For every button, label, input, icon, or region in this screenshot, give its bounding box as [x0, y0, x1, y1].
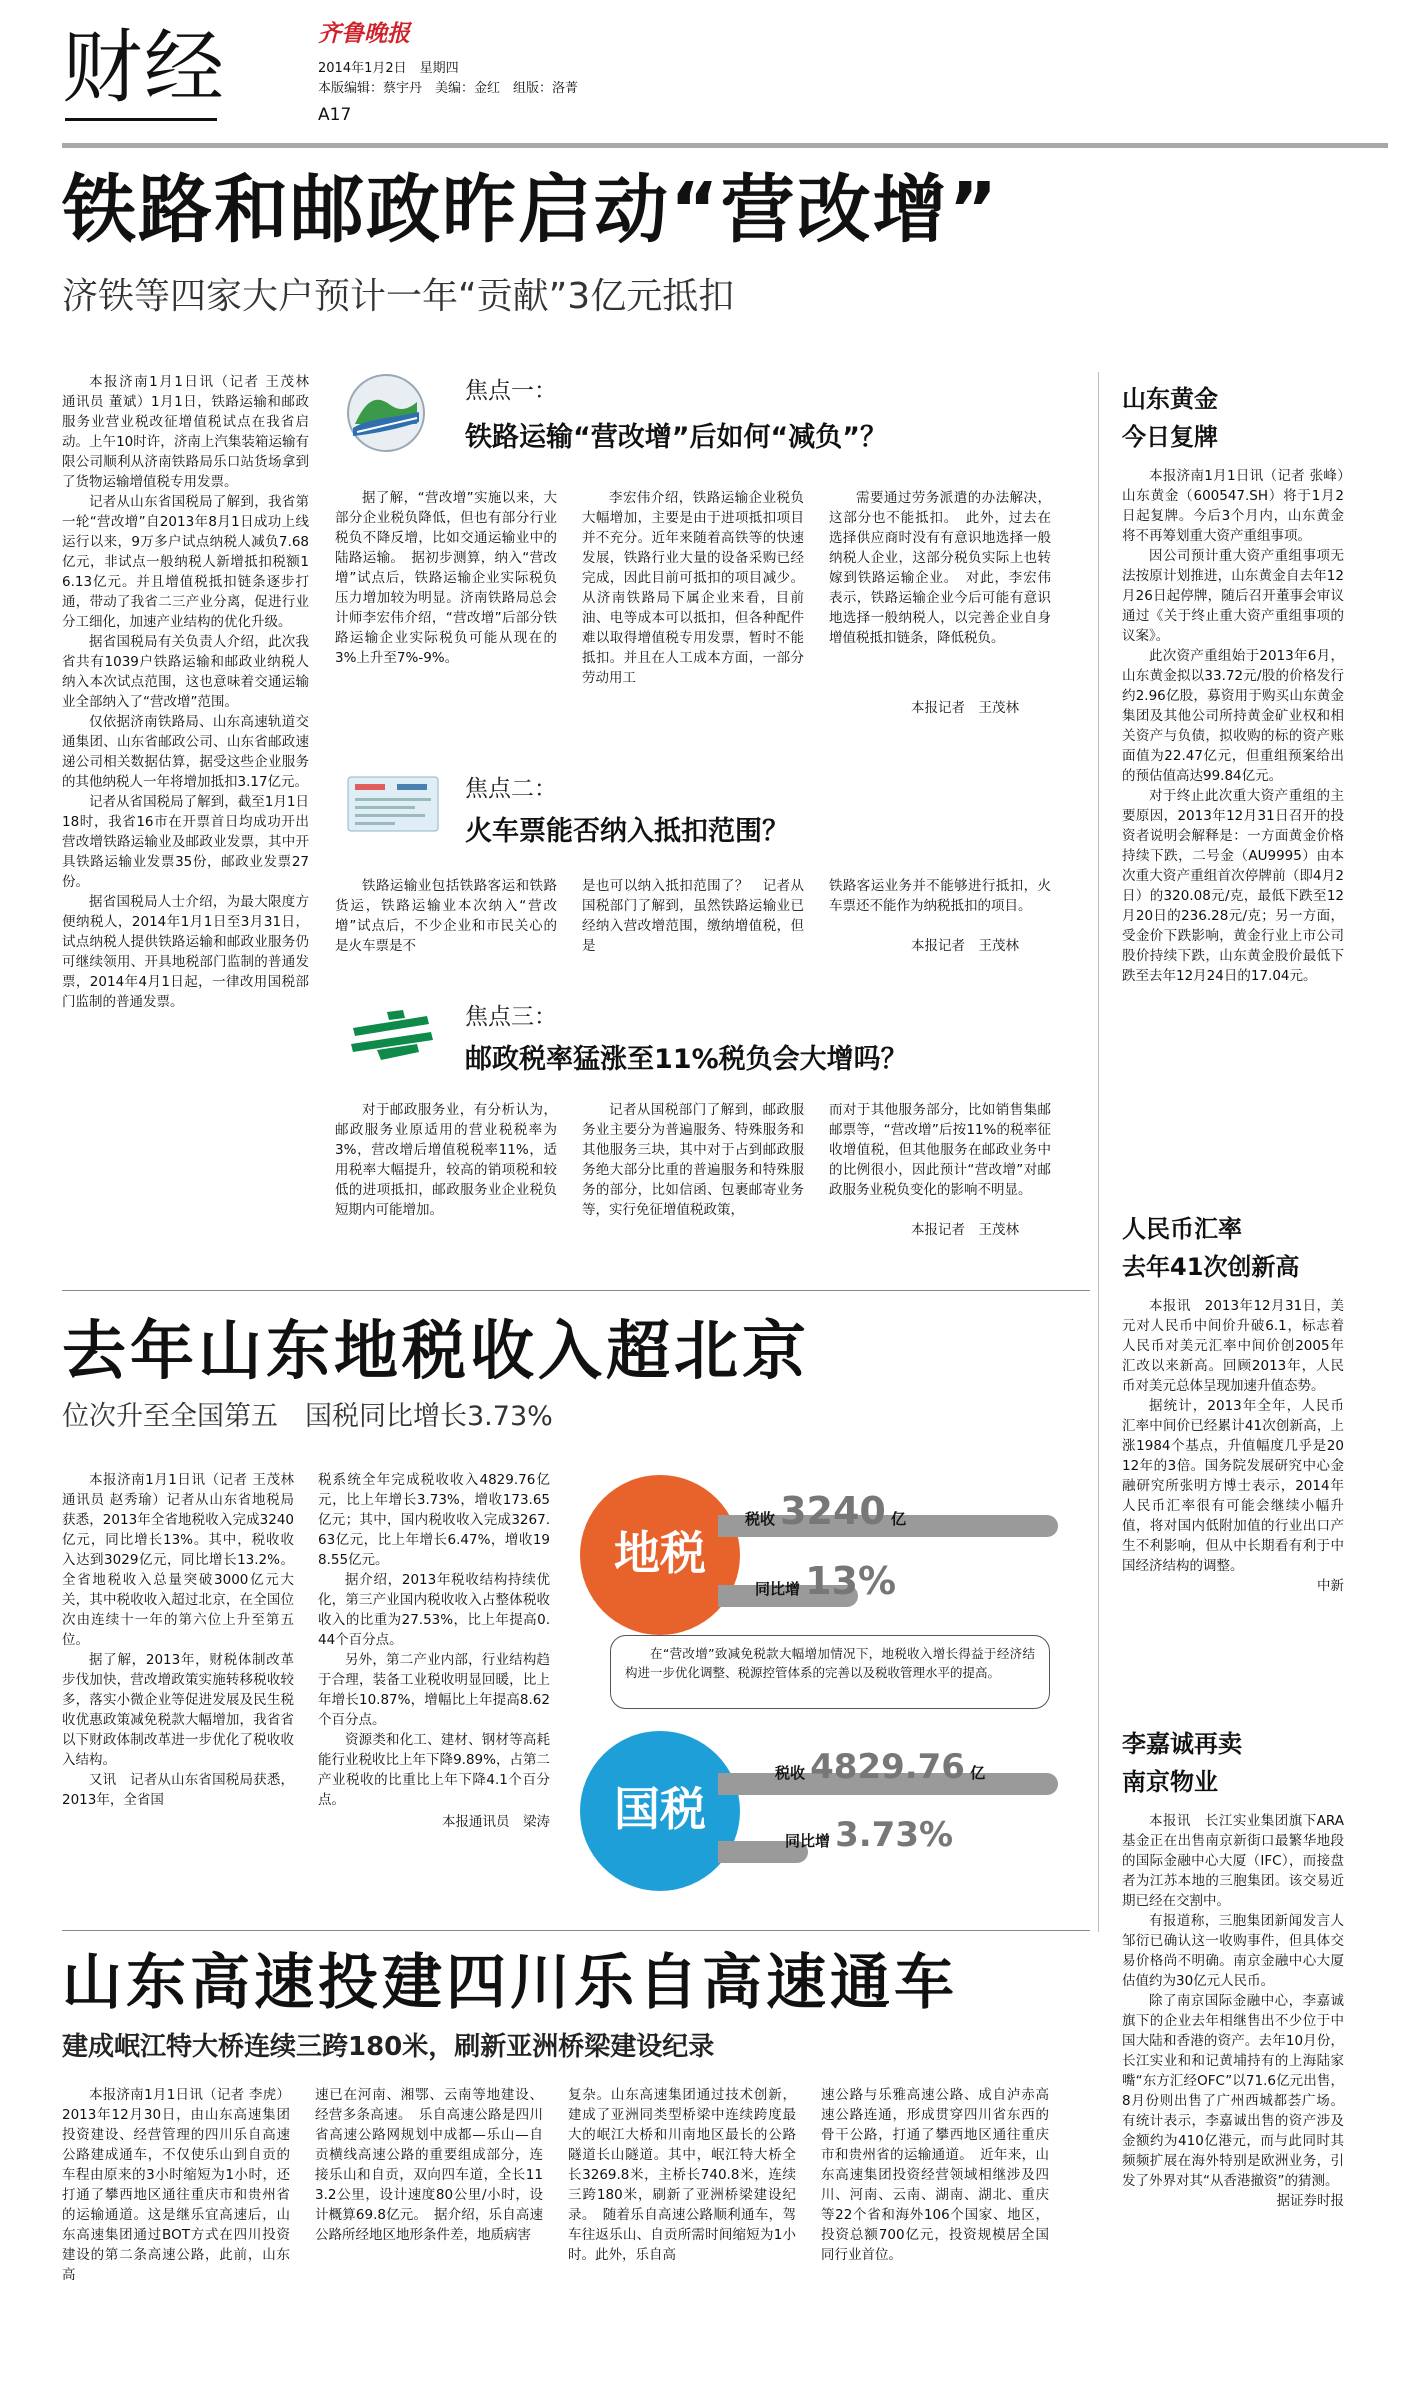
local-revenue-unit: 亿	[890, 1510, 906, 1528]
tax-headline: 去年山东地税收入超北京	[62, 1315, 810, 1389]
lead-intro-paragraph: 记者从山东省国税局了解到，我省第一轮“营改增”自2013年8月1日成功上线运行以来，9万多户试点纳税人减负7.68亿元，非试点一般纳税人新增抵扣税额16.13亿元。并且增值税抵扣链条逐步打通，带动了我省二三产业分离，促进行业分工细化，加速产业结构的优化升级。	[62, 494, 309, 630]
section-divider	[62, 1290, 1090, 1291]
sidebar-story-title: 李嘉诚再卖	[1122, 1730, 1242, 1758]
sidebar-story-gold	[1122, 380, 1358, 986]
sidebar-paragraph: 对于终止此次重大资产重组的主要原因，2013年12月31日召开的投资者说明会解释是：一方面黄金价格持续下跌，二号金（AU9995）由本次重大资产重组首次停牌前（即4月2日）的320.08元/克，最低下跌至12月20日的236.28元/克；另一方面，受金价下跌影响，黄金行业上市公司股价持续下跌，山东黄金股价最低下跌至去年12月24日的17.04元。	[1122, 788, 1344, 984]
state-growth-prefix: 同比增	[785, 1832, 831, 1850]
section-title-underline	[65, 118, 217, 121]
sidebar-story-lks	[1122, 1725, 1344, 2211]
focus-1-col: 据了解，“营改增”实施以来，大部分企业税负降低，但也有部分行业税负不降反增，比如交通运输业中的陆路运输。 据初步测算，纳入“营改增”试点后，铁路运输企业实际税负压力增加较为明显。济南铁路局总会计师李宏伟介绍，“营改增”后部分铁路运输企业实际税负可能从现在的3%上升至7%-9%。	[335, 490, 557, 666]
sidebar-paragraph: 据统计，2013年全年，人民币汇率中间价已经累计41次创新高，上涨1984个基点，升值幅度几乎是2012年的3倍。国务院发展研究中心金融研究所张明方博士表示，2014年人民币汇率很有可能会继续小幅升值，将对国内低附加值的行业出口产生不利影响，但从中长期看有利于中国经济结构的调整。	[1122, 1398, 1344, 1574]
tax-col-2	[318, 1470, 550, 1832]
local-growth-value: 13%	[805, 1559, 897, 1603]
tax-col-1	[62, 1470, 308, 1810]
lead-subhead: 济铁等四家大户预计一年“贡献”3亿元抵扣	[62, 276, 735, 317]
focus-3-col: 而对于其他服务部分，比如销售集邮邮票等，“营改增”后按11%的税率征收增值税，但其他服务在邮政业务中的比例很小，因此预计“营改增”对邮政服务业税负变化的影响不明显。	[829, 1102, 1051, 1198]
focus-3-byline: 本报记者 王茂林	[911, 1222, 1019, 1238]
local-revenue	[745, 1489, 906, 1533]
sidebar-story-subtitle: 南京物业	[1122, 1768, 1218, 1796]
state-revenue	[775, 1747, 985, 1787]
sidebar-paragraph: 除了南京国际金融中心，李嘉诚旗下的企业去年相继售出不少位于中国大陆和香港的资产。去年10月份，长江实业和和记黄埔持有的上海陆家嘴“东方汇经OFC”以71.6亿元出售，8月份则出售了广州西城都荟广场。有统计表示，李嘉诚出售的资产涉及金额约为410亿港元，而与此同时其频频扩展在海外特别是欧洲业务，引发了外界对其“从香港撤资”的猜测。	[1122, 1993, 1344, 2189]
focus-1-col: 需要通过劳务派遣的办法解决，这部分也不能抵扣。 此外，过去在选择供应商时没有有意识地选择一般纳税人企业，这部分税负实际上也转嫁到铁路运输企业。 对此，李宏伟表示，铁路运输企业今后可能有意识地选择一般纳税人，以完善企业自身增值税抵扣链条，降低税负。	[829, 490, 1051, 646]
state-growth-value: 3.73%	[835, 1815, 954, 1855]
lead-intro-paragraph: 据省国税局有关负责人介绍，此次我省共有1039户铁路运输和邮政业纳税人纳入本次试点范围，这也意味着交通运输业全部纳入了“营改增”范围。	[62, 634, 309, 710]
state-growth	[785, 1815, 953, 1855]
tax-paragraph: 又讯 记者从山东省国税局获悉，2013年，全省国	[62, 1772, 294, 1808]
focus-1-label: 焦点一：	[465, 378, 557, 404]
local-growth	[755, 1559, 896, 1603]
sidebar-story-body	[1122, 1811, 1344, 2211]
sidebar-paragraph: 此次资产重组始于2013年6月，山东黄金拟以33.72元/股的价格发行约2.96亿股，募资用于购买山东黄金集团及其他公司所持黄金矿业权和相关资产与负债，拟收购的标的资产账面值为22.47亿元，但重组预案给出的预估值高达99.84亿元。	[1122, 648, 1344, 784]
train-logo-icon	[345, 372, 427, 454]
sidebar-story-body	[1122, 1296, 1344, 1596]
tax-infographic	[570, 1475, 1070, 1895]
sidebar-paragraph: 有报道称，三胞集团新闻发言人邹衍已确认这一收购事件，但具体交易价格尚不明确。南京金融中心大厦估值约为30亿元人民币。	[1122, 1913, 1344, 1989]
highway-headline: 山东高速投建四川乐自高速通车	[62, 1948, 958, 2018]
page-number: A17	[318, 105, 352, 125]
section-title: 财经	[62, 21, 226, 114]
sidebar-paragraph: 因公司预计重大资产重组事项无法按原计划推进，山东黄金自去年12月26日起停牌，随后召开董事会审议通过《关于终止重大资产重组事项的议案》。	[1122, 548, 1344, 644]
sidebar-paragraph: 本报讯 2013年12月31日，美元对人民币中间价升破6.1，标志着人民币对美元汇率中间价创2005年汇改以来新高。回顾2013年，人民币对美元总体呈现加速升值态势。	[1122, 1298, 1344, 1394]
train-ticket-icon	[347, 776, 439, 832]
tax-note-text: 在“营改增”致减免税款大幅增加情况下，地税收入增长得益于经济结构进一步优化调整、税源控管体系的完善以及税收管理水平的提高。	[625, 1646, 1035, 1680]
tax-note-box	[610, 1635, 1050, 1709]
focus-3-col: 对于邮政服务业，有分析认为，邮政服务业原适用的营业税税率为3%，营改增后增值税税率11%，适用税率大幅提升，较高的销项税和较低的进项抵扣，邮政服务业企业税负短期内可能增加。	[335, 1102, 557, 1218]
china-post-logo-icon	[347, 1006, 447, 1070]
tax-paragraph: 本报济南1月1日讯（记者 王茂林 通讯员 赵秀瑜）记者从山东省地税局获悉，2013年全省地税收入完成3240亿元，同比增长13%。其中，税收收入达到3029亿元，同比增长13.2%。全省地税收入总量突破3000亿元大关，其中税收收入超过北京，在全国位次由连续十一年的第六位上升至第五位。	[62, 1472, 308, 1648]
focus-2-col: 铁路运输业包括铁路客运和铁路货运，铁路运输业本次纳入“营改增”试点后，不少企业和市民关心的是火车票是不	[335, 878, 557, 954]
sidebar-story-subtitle: 今日复牌	[1122, 423, 1218, 451]
highway-col: 本报济南1月1日讯（记者 李虎）2013年12月30日，由山东高速集团投资建设、经营管理的四川乐自高速公路建成通车，不仅使乐山到自贡的车程由原来的3小时缩短为1小时，还打通了攀西地区通往重庆市和贵州省的运输通道。这是继乐宜高速后，山东高速集团通过BOT方式在四川投资建设的第二条高速公路，此前，山东高	[62, 2087, 290, 2283]
sidebar-story-body	[1122, 466, 1358, 986]
local-growth-prefix: 同比增	[755, 1580, 801, 1598]
issue-date: 2014年1月2日 星期四	[318, 61, 459, 76]
sidebar-byline: 中新	[1317, 1578, 1344, 1594]
focus-1-col: 李宏伟介绍，铁路运输企业税负大幅增加，主要是由于进项抵扣项目并不充分。近年来随着高铁等的快速发展，铁路行业大量的设备采购已经完成，因此目前可抵扣的项目减少。从济南铁路局下属企业来看，目前油、电等成本可以抵扣，但各种配件难以取得增值税专用发票，暂时不能抵扣。并且在人工成本方面，一部分劳动用工	[582, 490, 804, 686]
sidebar-story-title: 人民币汇率	[1122, 1215, 1242, 1243]
focus-2-byline: 本报记者 王茂林	[911, 938, 1019, 954]
lead-intro-paragraph: 记者从省国税局了解到，截至1月1日18时，我省16市在开票首日均成功开出营改增铁路运输业及邮政业发票，其中开具铁路运输业发票35份，邮政业发票27份。	[62, 794, 309, 890]
sidebar-story-title: 山东黄金	[1122, 385, 1218, 413]
tax-paragraph: 税系统全年完成税收收入4829.76亿元，比上年增长3.73%，增收173.65亿元；其中，国内税收收入完成3267.63亿元，比上年增长6.47%，增收198.55亿元。	[318, 1472, 550, 1568]
tax-paragraph: 据介绍，2013年税收结构持续优化，第三产业国内税收收入占整体税收收入的比重为27.53%，比上年提高0.44个百分点。	[318, 1572, 550, 1648]
focus-2-col: 是也可以纳入抵扣范围了？ 记者从国税部门了解到，虽然铁路运输业已经纳入营改增范围，缴纳增值税，但是	[582, 878, 804, 954]
sidebar-story-subtitle: 去年41次创新高	[1122, 1253, 1300, 1281]
state-revenue-prefix: 税收	[775, 1764, 806, 1782]
sidebar-paragraph: 本报济南1月1日讯（记者 张峰） 山东黄金（600547.SH）将于1月2日起复牌。今后3个月内，山东黄金将不再筹划重大资产重组事项。	[1122, 468, 1358, 544]
editor-credits: 本版编辑：蔡宇丹 美编：金红 组版：洛菁	[318, 81, 579, 96]
focus-1-question: 铁路运输“营改增”后如何“减负”？	[465, 422, 887, 453]
focus-1	[335, 368, 1055, 748]
highway-col: 速已在河南、湘鄂、云南等地建设、经营多条高速。 乐自高速公路是四川省高速公路网规划中成都—乐山—自贡横线高速公路的重要组成部分，连接乐山和自贡，双向四车道，全长113.2公里，设计速度80公里/小时，设计概算69.8亿元。 据介绍，乐自高速公路所经地区地形条件差，地质病害	[315, 2087, 543, 2243]
lead-headline: 铁路和邮政昨启动“营改增”	[62, 167, 1000, 253]
masthead-divider	[62, 143, 1388, 148]
focus-2-label: 焦点二：	[465, 776, 557, 802]
focus-3	[335, 1000, 1055, 1260]
focus-3-col: 记者从国税部门了解到，邮政服务业主要分为普遍服务、特殊服务和其他服务三块，其中对于占到邮政服务绝大部分比重的普遍服务和特殊服务的部分，比如信函、包裹邮寄业务等，实行免征增值税政策，	[582, 1102, 804, 1218]
sidebar-byline: 据证券时报	[1276, 2193, 1344, 2209]
local-revenue-value: 3240	[780, 1489, 886, 1533]
focus-2-question: 火车票能否纳入抵扣范围？	[465, 816, 789, 847]
focus-2-col: 铁路客运业务并不能够进行抵扣，火车票还不能作为纳税抵扣的项目。	[829, 878, 1051, 914]
highway-col: 复杂。山东高速集团通过技术创新，建成了亚洲同类型桥梁中连续跨度最大的岷江大桥和川南地区最长的公路隧道长山隧道。其中，岷江特大桥全长3269.8米，主桥长740.8米，连续三跨180米，刷新了亚洲桥梁建设纪录。 随着乐自高速公路顺利通车，驾车往返乐山、自贡所需时间缩短为1小时。此外，乐自高	[568, 2087, 796, 2263]
sidebar-story-rmb	[1122, 1210, 1344, 1596]
sidebar-divider	[1098, 372, 1099, 1932]
lead-intro-paragraph: 仅依据济南铁路局、山东高速轨道交通集团、山东省邮政公司、山东省邮政速递公司相关数据估算，据受这些企业服务的其他纳税人一年将增加抵扣3.17亿元。	[62, 714, 309, 790]
tax-subhead: 位次升至全国第五 国税同比增长3.73%	[62, 1401, 553, 1432]
tax-byline: 本报通讯员 梁涛	[442, 1814, 550, 1830]
highway-subhead: 建成岷江特大桥连续三跨180米，刷新亚洲桥梁建设纪录	[62, 2032, 715, 2062]
tax-paragraph: 另外，第二产业内部，行业结构趋于合理，装备工业税收明显回暖，比上年增长10.87%，增幅比上年提高8.62个百分点。	[318, 1652, 550, 1728]
state-revenue-value: 4829.76	[810, 1747, 965, 1787]
paper-logo: 齐鲁晚报	[318, 20, 410, 47]
masthead	[0, 0, 1409, 150]
state-revenue-unit: 亿	[970, 1764, 986, 1782]
section-divider	[62, 1930, 1090, 1931]
lead-intro-paragraph: 据省国税局人士介绍，为最大限度方便纳税人，2014年1月1日至3月31日，试点纳税人提供铁路运输和邮政业服务仍可继续领用、开具地税部门监制的普通发票，2014年4月1日起，一律改用国税部门监制的普通发票。	[62, 894, 309, 1010]
tax-paragraph: 据了解，2013年，财税体制改革步伐加快，营改增政策实施转移税收较多，落实小微企业等促进发展及民生税收优惠政策减免税款大幅增加，我省省以下财政体制改革进一步优化了税收收入结构。	[62, 1652, 294, 1768]
local-tax-label: 地税	[614, 1526, 706, 1580]
sidebar-paragraph: 本报讯 长江实业集团旗下ARA基金正在出售南京新街口最繁华地段的国际金融中心大厦（IFC），而接盘者为江苏本地的三胞集团。该交易近期已经在交割中。	[1122, 1813, 1344, 1909]
highway-col: 速公路与乐雅高速公路、成自泸赤高速公路连通，形成贯穿四川省东西的骨干公路，打通了攀西地区通往重庆市和贵州省的运输通道。 近年来，山东高速集团投资经营领域相继涉及四川、河南、云南、湖南、湖北、重庆等22个省和海外106个国家、地区，投资总额700亿元，投资规模居全国同行业首位。	[821, 2087, 1049, 2263]
local-revenue-prefix: 税收	[745, 1510, 776, 1528]
focus-2	[335, 768, 1055, 988]
focus-1-byline: 本报记者 王茂林	[911, 700, 1019, 716]
lead-intro	[62, 372, 323, 1012]
focus-3-question: 邮政税率猛涨至11%税负会大增吗？	[465, 1044, 908, 1075]
state-tax-label: 国税	[614, 1782, 706, 1836]
tax-paragraph: 资源类和化工、建材、钢材等高耗能行业税收比上年下降9.89%，占第二产业税收的比重比上年下降4.1个百分点。	[318, 1732, 550, 1808]
lead-intro-paragraph: 本报济南1月1日讯（记者 王茂林 通讯员 董斌）1月1日，铁路运输和邮政服务业营业税改征增值税试点在我省启动。上午10时许，济南上汽集装箱运输有限公司顺利从济南铁路局乐口站货场拿到了货物运输增值税专用发票。	[62, 374, 323, 490]
focus-3-label: 焦点三：	[465, 1004, 557, 1030]
